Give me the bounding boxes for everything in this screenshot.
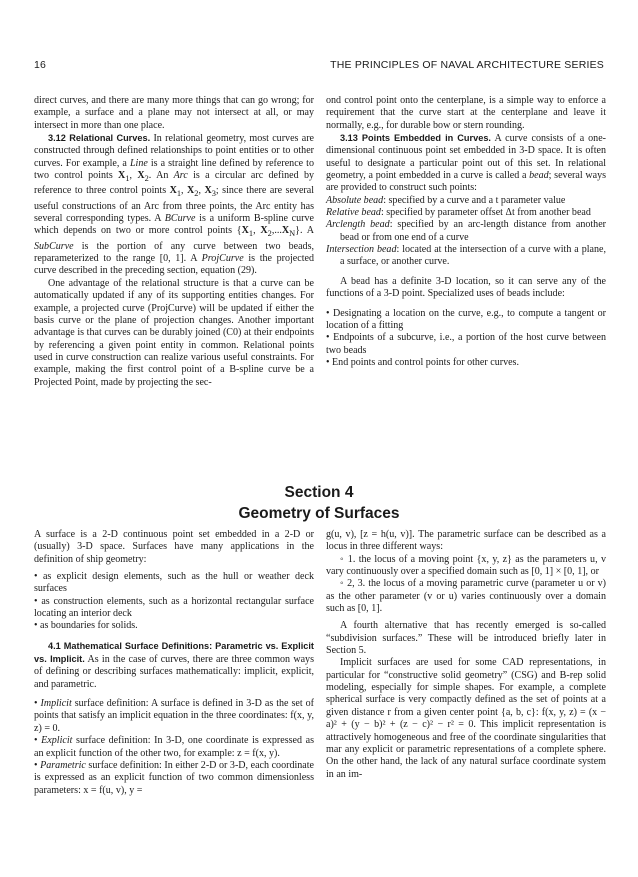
top-right-column	[326, 95, 606, 369]
bottom-right-column	[326, 529, 606, 781]
paragraph: g(u, v), [z = h(u, v)]. The parametric surface can be described as a locus in three different ways:	[326, 529, 606, 553]
section-title: Geometry of Surfaces	[238, 505, 400, 522]
running-header	[34, 59, 604, 77]
paragraph: A bead has a definite 3-D location, so it can serve any of the functions of a 3-D point. Specialized uses of beads include:	[326, 275, 606, 300]
definition-item: Intersection bead: located at the intersection of a curve with a plane, a surface, or another curve.	[326, 244, 606, 268]
definition-item: Arclength bead: specified by an arc-length distance from another bead or from one end of a curve	[326, 219, 606, 243]
paragraph: A fourth alternative that has recently emerged is so-called “subdivision surfaces.” These will be introduced briefly later in Section 5.	[326, 620, 606, 657]
bottom-left-column	[34, 529, 314, 797]
definition-item: Relative bead: specified by parameter offset Δt from another bead	[326, 207, 591, 219]
paragraph: A surface is a 2-D continuous point set embedded in a 2-D or (usually) 3-D space. Surfaces have many applications in the definition of ship geometry:	[34, 529, 314, 565]
subsection-heading-4-1: 4.1 Mathematical Surface Definitions: Parametric vs. Explicit vs. Implicit.	[34, 640, 314, 665]
embedded-points-paragraph: 3.13 Points Embedded in Curves. A curve consists of a one-dimensional continuous point set embedded in 3-D space. It is often useful to designate a particular point out of this set. In relational geometry, a point embedded in a curve is called a bead; several ways are provided to construct such points:	[326, 133, 607, 194]
top-left-column	[34, 95, 314, 389]
locus-item: ◦ 2, 3. the locus of a moving parametric curve (parameter u or v) as the other parameter (v or u) varies continuously over a domain such as [0, 1].	[326, 578, 606, 615]
definition-item: Absolute bead: specified by a curve and a t parameter value	[326, 194, 566, 206]
bullet-item: • Explicit surface definition: In 3-D, one coordinate is expressed as an explicit function of the other two, for example: z = f(x, y).	[34, 735, 315, 759]
locus-item: ◦ 1. the locus of a moving point {x, y, z} as the parameters u, v vary continuously over a specified domain such as [0, 1] × [0, 1], or	[326, 553, 606, 578]
section-heading	[0, 483, 638, 525]
page-number: 16	[34, 59, 47, 71]
bullet-item: • Endpoints of a subcurve, i.e., a portion of the host curve between two beads	[326, 332, 606, 356]
bullet-item: • as construction elements, such as a horizontal rectangular surface locating an interior deck	[34, 595, 315, 620]
section-number: Section 4	[284, 484, 354, 501]
surface-definitions-paragraph: 4.1 Mathematical Surface Definitions: Parametric vs. Explicit vs. Implicit. As in the case of curves, there are three common ways of defining or describing surfaces mathematically: implicit, explicit, and parametric.	[34, 640, 314, 690]
bullet-item: • as boundaries for solids.	[34, 620, 138, 632]
bullet-item: • as explicit design elements, such as the hull or weather deck surfaces	[34, 571, 315, 595]
relational-curves-paragraph: 3.12 Relational Curves. In relational geometry, most curves are constructed through defined relationships to point entities or to other curves. For example, a Line is a straight line defined by reference to two control points $X_1$, $X_2$. An Arc is a circular arc defined by reference to three control points $X_1$, $X_2$, $X_3$; since there are several useful constructions of an Arc from three points, the Arc entity has several corresponding types. A BCurve is a uniform B-spline curve which depends on two or more control points {$X_1$, $X_2,...X_N$}. A SubCurve is the portion of any curve between two beads, reparameterized to the range [0, 1]. A ProjCurve is the projected curve described in the preceding section, equation (29).	[34, 133, 314, 277]
bullet-item: • Designating a location on the curve, e.g., to compute a tangent or location of a fitting	[326, 307, 606, 331]
bullet-item: • End points and control points for other curves.	[326, 356, 519, 368]
paragraph: Implicit surfaces are used for some CAD representations, in particular for “constructive solid geometry” (CSG) and B-rep solid modeling, especially for simple shapes. For example, a complete spherical surface is very compactly defined as the set of points at a given distance r from a given center point {a, b, c}: f(x, y, z) = (x − a)² + (y − b)² + (z − c)² − r² = 0. This implicit representation is attractively homogeneous and free of the coordinate singularities that mar any explicit or parametric representations of a complete sphere. On the other hand, the lack of any natural surface coordinate system in an im-	[326, 657, 606, 780]
bullet-item: • Implicit surface definition: A surface is defined in 3-D as the set of points that satisfy an implicit equation in the three coordinates: f(x, y, z) = 0.	[34, 698, 315, 734]
paragraph: ond control point onto the centerplane, is a simple way to enforce a requirement that the curve start at the centerplane and leave it normally, e.g., for durable bow or stern rounding.	[326, 95, 606, 131]
subsection-heading-3-12: 3.12 Relational Curves.	[48, 133, 151, 144]
series-title: THE PRINCIPLES OF NAVAL ARCHITECTURE SERIES	[330, 59, 604, 71]
paragraph: One advantage of the relational structure is that a curve can be automatically updated if any of its supporting entities changes. For example, a projected curve (ProjCurve) will be updated if either the basis curve or the plane of projection changes. Another important advantage is that curves can be durably joined (C0) at their endpoints by referencing a given point entity in common. Relational points used in curve construction can realize various useful constraints. For example, making the first control point of a B-spline curve be a Projected Point, made by projecting the sec-	[34, 277, 314, 388]
paragraph: direct curves, and there are many more things that can go wrong; for example, a surface and a plane may not intersect at all, or may intersect in more than one place.	[34, 95, 314, 131]
subsection-heading-3-13: 3.13 Points Embedded in Curves.	[340, 133, 491, 144]
bullet-item: • Parametric surface definition: In either 2-D or 3-D, each coordinate is expressed as an explicit function of two common dimensionless parameters: x = f(u, v), y =	[34, 759, 315, 796]
